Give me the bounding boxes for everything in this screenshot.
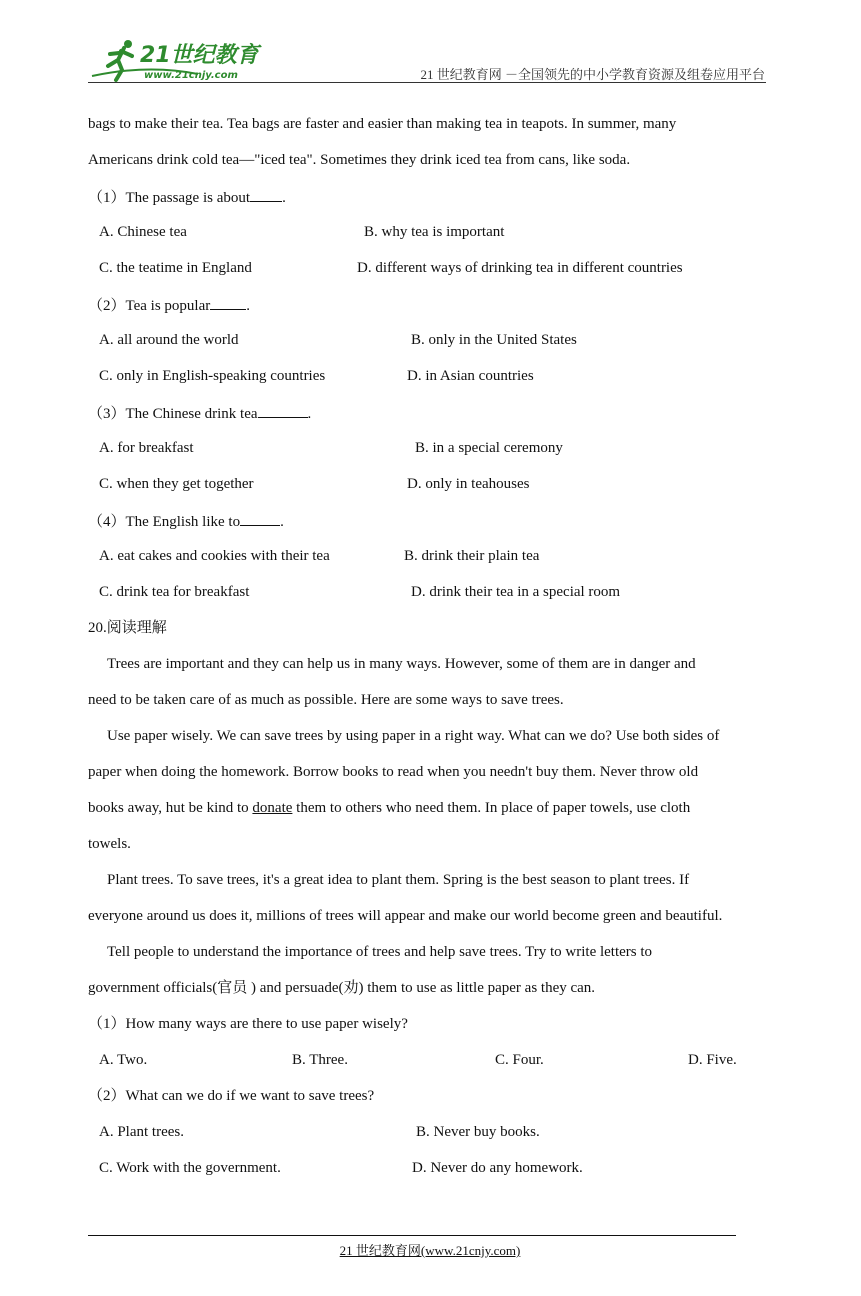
section-title: 20.阅读理解 (88, 620, 167, 636)
option-d: D. Never do any homework. (412, 1160, 583, 1176)
passage-line: paper when doing the homework. Borrow books to read when you needn't buy them. Never throw old (88, 764, 699, 780)
answer-blank (210, 295, 246, 310)
option-b: B. only in the United States (411, 332, 577, 348)
option-c: C. only in English-speaking countries (99, 368, 326, 384)
passage-line: bags to make their tea. Tea bags are faster and easier than making tea in teapots. In summer, many (88, 116, 677, 132)
passage-line: Use paper wisely. We can save trees by using paper in a right way. What can we do? Use both sides of (107, 728, 720, 744)
option-a: A. eat cakes and cookies with their tea (99, 548, 330, 564)
question-stem: （1）The passage is about . (88, 187, 286, 207)
passage-line: Tell people to understand the importance of trees and help save trees. Try to write letters to (107, 944, 653, 960)
answer-blank (240, 511, 280, 526)
option-a: A. Two. (99, 1052, 148, 1068)
passage-line: books away, hut be kind to donate them to others who need them. In place of paper towels, use cloth (88, 800, 691, 816)
question-stem: （2）What can we do if we want to save trees? (88, 1088, 375, 1104)
option-d: D. drink their tea in a special room (411, 584, 621, 600)
passage-line: Americans drink cold tea—"iced tea". Sometimes they drink iced tea from cans, like soda. (88, 152, 631, 168)
question-stem: （2）Tea is popular . (88, 295, 250, 315)
passage-line: towels. (88, 836, 131, 852)
option-d: D. Five. (688, 1052, 737, 1068)
option-a: A. Chinese tea (99, 224, 187, 240)
answer-blank (258, 403, 308, 418)
answer-blank (250, 187, 282, 202)
logo-url: www.21cnjy.com (144, 70, 238, 81)
option-c: C. when they get together (99, 476, 254, 492)
question-stem: （1）How many ways are there to use paper wisely? (88, 1016, 408, 1032)
underlined-word: donate (252, 800, 293, 816)
question-stem: （4）The English like to . (88, 511, 284, 531)
option-b: B. why tea is important (364, 224, 505, 240)
option-b: B. in a special ceremony (415, 440, 563, 456)
option-d: D. only in teahouses (407, 476, 530, 492)
option-d: D. different ways of drinking tea in different countries (357, 260, 683, 276)
logo-text: 21世纪教育 (140, 43, 259, 68)
option-b: B. Three. (292, 1052, 348, 1068)
option-a: A. for breakfast (99, 440, 194, 456)
option-c: C. drink tea for breakfast (99, 584, 250, 600)
passage-line: Trees are important and they can help us in many ways. However, some of them are in danger and (107, 656, 696, 672)
option-b: B. drink their plain tea (404, 548, 540, 564)
option-b: B. Never buy books. (416, 1124, 540, 1140)
header-site-text: 21 世纪教育网 －全国领先的中小学教育资源及组卷应用平台 (420, 67, 765, 82)
passage-line: government officials(官员 ) and persuade(劝) them to use as little paper as they can. (88, 980, 596, 996)
passage-line: Plant trees. To save trees, it's a great idea to plant them. Spring is the best season to plant trees. If (107, 872, 690, 888)
passage-line: everyone around us does it, millions of trees will appear and make our world become green and beautiful. (88, 908, 723, 924)
option-c: C. Four. (495, 1052, 544, 1068)
passage-line: need to be taken care of as much as possible. Here are some ways to save trees. (88, 692, 564, 708)
option-c: C. the teatime in England (99, 260, 252, 276)
question-stem: （3）The Chinese drink tea . (88, 403, 311, 423)
option-a: A. all around the world (99, 332, 239, 348)
option-c: C. Work with the government. (99, 1160, 281, 1176)
footer-divider (88, 1235, 736, 1236)
footer-link[interactable]: 21 世纪教育网(www.21cnjy.com) (339, 1243, 521, 1258)
option-d: D. in Asian countries (407, 368, 534, 384)
header-divider (88, 82, 766, 83)
option-a: A. Plant trees. (99, 1124, 184, 1140)
site-logo (88, 36, 288, 84)
